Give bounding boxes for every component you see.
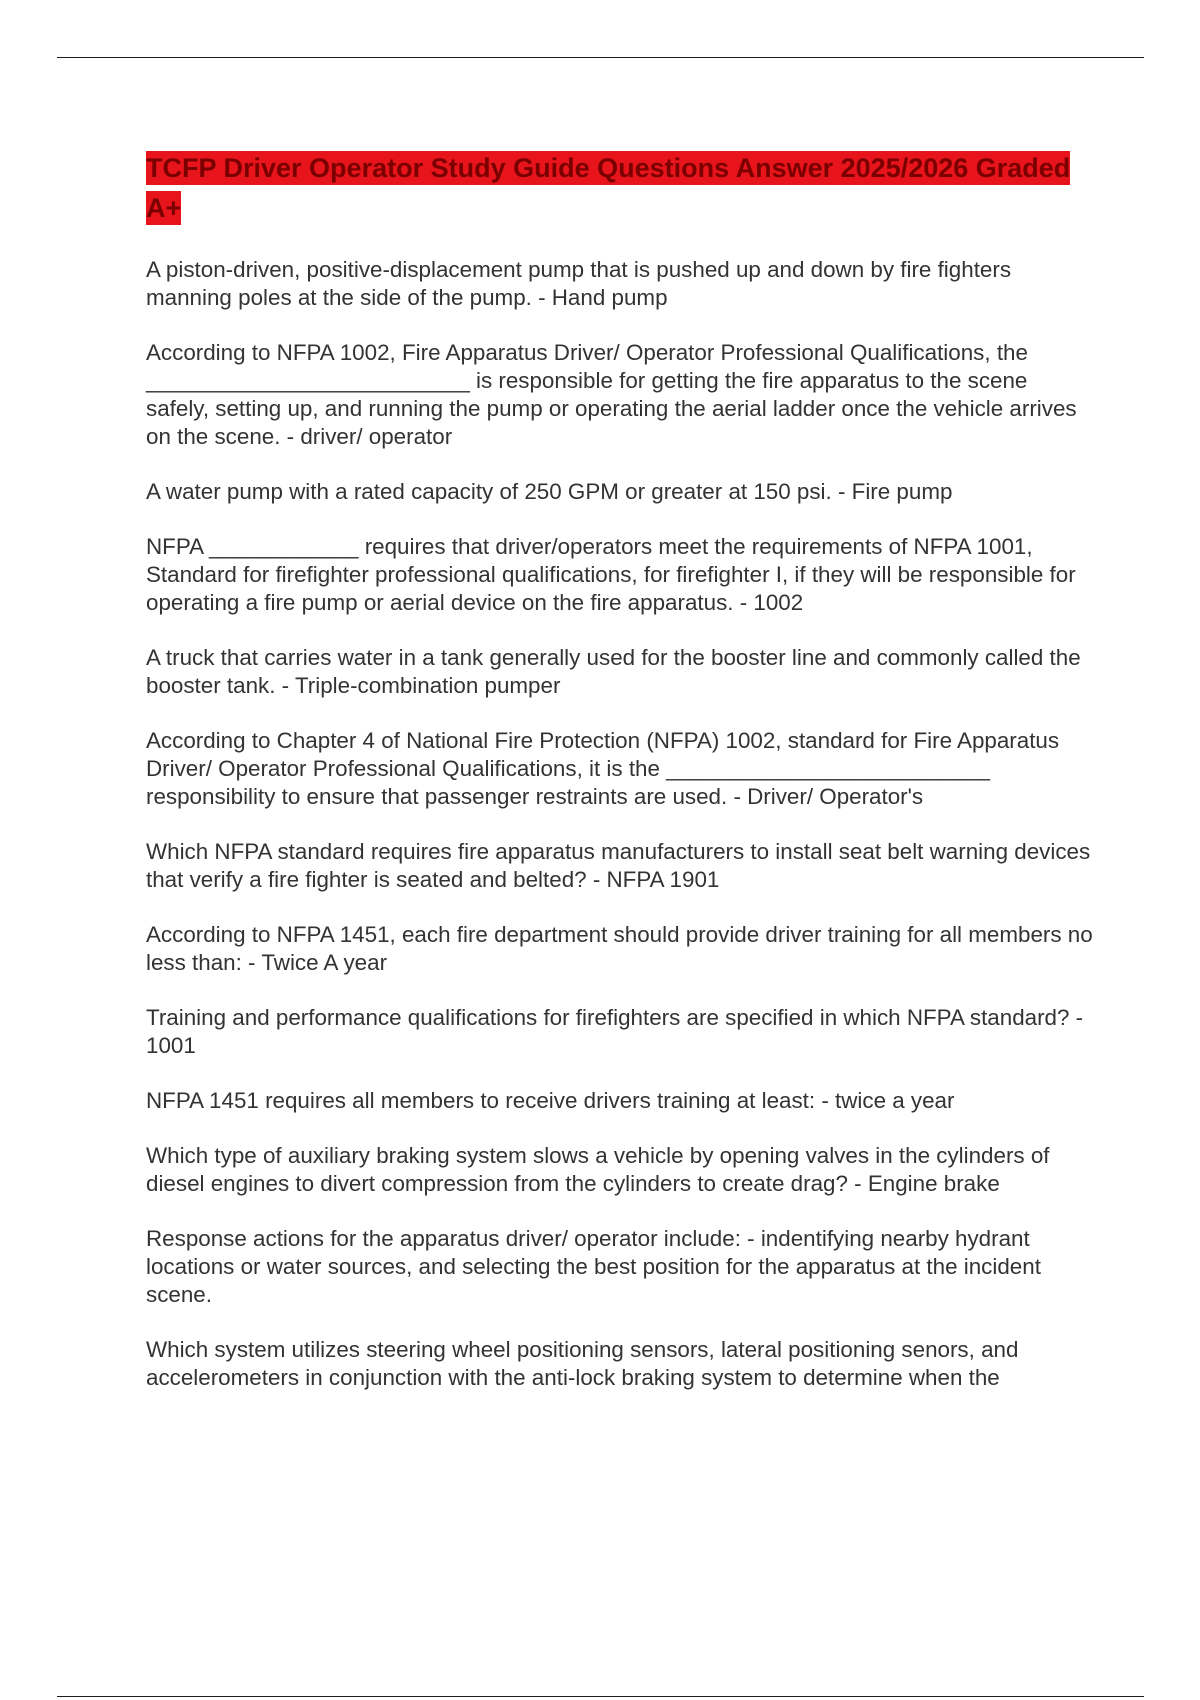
qa-entry: A piston-driven, positive-displacement pump that is pushed up and down by fire fighters manning poles at the side of the pump. - Hand pump (146, 257, 1012, 310)
bottom-rule (57, 1696, 1144, 1697)
qa-entry: According to NFPA 1002, Fire Apparatus Driver/ Operator Professional Qualifications, the __________________________ is responsible for getting the fire apparatus to the scene safely, setting up, and running the pump or operating the aerial ladder once the vehicle arrives on the scene. - driver/ operator (146, 340, 1077, 449)
document-title (146, 148, 1096, 228)
qa-entry: A water pump with a rated capacity of 250 GPM or greater at 150 psi. - Fire pump (146, 479, 953, 504)
qa-entry: Training and performance qualifications for firefighters are specified in which NFPA standard? - 1001 (146, 1005, 1084, 1058)
qa-entry: Response actions for the apparatus driver/ operator include: - indentifying nearby hydrant locations or water sources, and selecting the best position for the apparatus at the incident scene. (146, 1226, 1041, 1307)
qa-entry: A truck that carries water in a tank generally used for the booster line and commonly called the booster tank. - Triple-combination pumper (146, 645, 1081, 698)
qa-entry: According to NFPA 1451, each fire department should provide driver training for all members no less than: - Twice A year (146, 922, 1093, 975)
document-body (146, 148, 1096, 1419)
qa-entry: According to Chapter 4 of National Fire Protection (NFPA) 1002, standard for Fire Apparatus Driver/ Operator Professional Qualifications, it is the __________________________ responsibility to ensure that passenger restraints are used. - Driver/ Operator's (146, 728, 1060, 809)
qa-entry: NFPA 1451 requires all members to receive drivers training at least: - twice a year (146, 1088, 955, 1113)
qa-entry: Which NFPA standard requires fire apparatus manufacturers to install seat belt warning devices that verify a fire fighter is seated and belted? - NFPA 1901 (146, 839, 1091, 892)
qa-entry: NFPA ____________ requires that driver/operators meet the requirements of NFPA 1001, Standard for firefighter professional qualifications, for firefighter I, if they will be responsible for operating a fire pump or aerial device on the fire apparatus. - 1002 (146, 534, 1076, 615)
top-rule (57, 57, 1144, 58)
qa-entry: Which system utilizes steering wheel positioning sensors, lateral positioning senors, and accelerometers in conjunction with the anti-lock braking system to determine when the (146, 1337, 1019, 1390)
qa-entry: Which type of auxiliary braking system slows a vehicle by opening valves in the cylinders of diesel engines to divert compression from the cylinders to create drag? - Engine brake (146, 1143, 1050, 1196)
title-highlight: TCFP Driver Operator Study Guide Questions Answer 2025/2026 Graded A+ (146, 153, 1071, 223)
